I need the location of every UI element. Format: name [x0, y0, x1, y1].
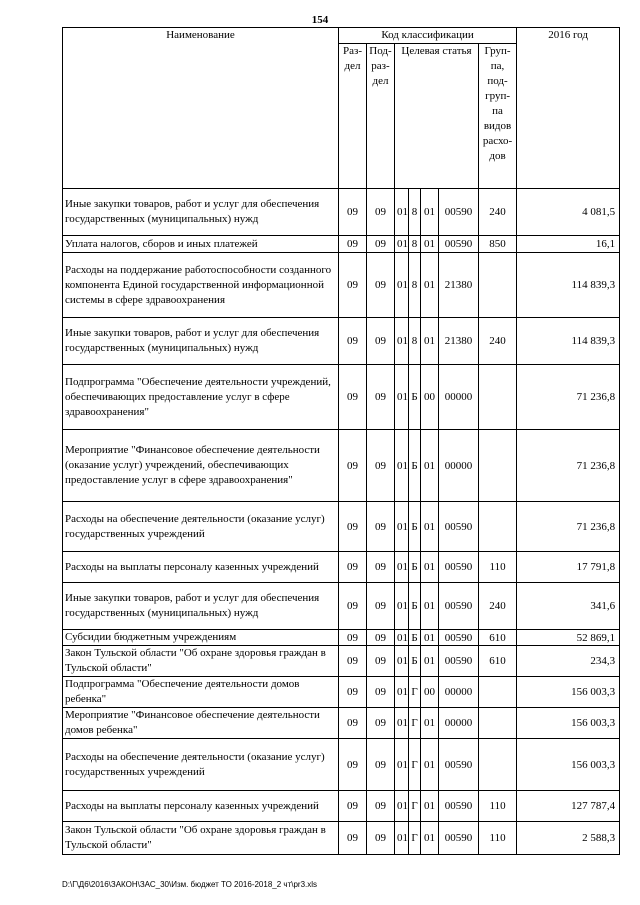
row-subsection: 09 — [367, 318, 395, 365]
row-section: 09 — [339, 552, 367, 583]
row-target-program: 01 — [395, 552, 409, 583]
row-target-direction: 00000 — [439, 430, 479, 502]
row-expense-group — [479, 677, 517, 708]
row-amount-2016: 71 236,8 — [517, 502, 620, 552]
row-expense-group: 110 — [479, 791, 517, 822]
row-target-direction: 00000 — [439, 677, 479, 708]
row-target-subprogram: Б — [409, 430, 421, 502]
row-name: Мероприятие "Финансовое обеспечение деятельности (оказание услуг) учреждений, обеспечивающих предоставление услуг в сфере здравоохранения" — [63, 430, 339, 502]
header-code-classification: Код классификации — [339, 28, 517, 44]
table-row — [63, 236, 620, 253]
row-subsection: 09 — [367, 253, 395, 318]
row-target-program: 01 — [395, 189, 409, 236]
row-section: 09 — [339, 318, 367, 365]
row-section: 09 — [339, 430, 367, 502]
row-amount-2016: 156 003,3 — [517, 739, 620, 791]
row-target-event: 01 — [421, 630, 439, 646]
row-expense-group: 240 — [479, 189, 517, 236]
row-amount-2016: 156 003,3 — [517, 677, 620, 708]
row-subsection: 09 — [367, 365, 395, 430]
budget-table — [62, 27, 620, 855]
row-name: Расходы на выплаты персоналу казенных учреждений — [63, 552, 339, 583]
table-row — [63, 791, 620, 822]
row-target-program: 01 — [395, 365, 409, 430]
header-subsection: Под- раз- дел — [367, 44, 395, 189]
row-section: 09 — [339, 189, 367, 236]
row-target-subprogram: Г — [409, 677, 421, 708]
row-subsection: 09 — [367, 583, 395, 630]
row-name: Расходы на выплаты персоналу казенных учреждений — [63, 791, 339, 822]
row-amount-2016: 341,6 — [517, 583, 620, 630]
row-section: 09 — [339, 739, 367, 791]
row-subsection: 09 — [367, 739, 395, 791]
row-target-direction: 00590 — [439, 739, 479, 791]
row-amount-2016: 2 588,3 — [517, 822, 620, 855]
row-target-subprogram: Б — [409, 552, 421, 583]
row-subsection: 09 — [367, 822, 395, 855]
table-row — [63, 822, 620, 855]
header-section: Раз- дел — [339, 44, 367, 189]
row-target-program: 01 — [395, 236, 409, 253]
row-amount-2016: 71 236,8 — [517, 365, 620, 430]
table-row — [63, 502, 620, 552]
row-expense-group: 110 — [479, 822, 517, 855]
row-target-subprogram: Б — [409, 365, 421, 430]
row-name: Иные закупки товаров, работ и услуг для обеспечения государственных (муниципальных) нужд — [63, 189, 339, 236]
row-target-program: 01 — [395, 630, 409, 646]
table-row — [63, 189, 620, 236]
row-target-subprogram: Г — [409, 739, 421, 791]
row-target-subprogram: Б — [409, 630, 421, 646]
row-expense-group: 110 — [479, 552, 517, 583]
row-name: Расходы на обеспечение деятельности (оказание услуг) государственных учреждений — [63, 739, 339, 791]
table-row — [63, 552, 620, 583]
row-expense-group — [479, 739, 517, 791]
table-row — [63, 318, 620, 365]
row-amount-2016: 52 869,1 — [517, 630, 620, 646]
row-target-direction: 00590 — [439, 236, 479, 253]
row-amount-2016: 17 791,8 — [517, 552, 620, 583]
row-target-program: 01 — [395, 646, 409, 677]
row-section: 09 — [339, 365, 367, 430]
row-target-subprogram: 8 — [409, 236, 421, 253]
row-amount-2016: 16,1 — [517, 236, 620, 253]
row-target-subprogram: Г — [409, 708, 421, 739]
row-target-event: 01 — [421, 318, 439, 365]
row-subsection: 09 — [367, 502, 395, 552]
table-row — [63, 708, 620, 739]
row-name: Уплата налогов, сборов и иных платежей — [63, 236, 339, 253]
table-row — [63, 583, 620, 630]
row-section: 09 — [339, 253, 367, 318]
table-body — [63, 189, 620, 855]
row-target-subprogram: Б — [409, 583, 421, 630]
row-section: 09 — [339, 646, 367, 677]
row-target-subprogram: 8 — [409, 318, 421, 365]
row-expense-group — [479, 253, 517, 318]
row-target-program: 01 — [395, 677, 409, 708]
row-target-direction: 00590 — [439, 791, 479, 822]
row-target-direction: 00590 — [439, 552, 479, 583]
row-subsection: 09 — [367, 430, 395, 502]
row-target-subprogram: Г — [409, 791, 421, 822]
row-section: 09 — [339, 708, 367, 739]
row-name: Иные закупки товаров, работ и услуг для обеспечения государственных (муниципальных) нужд — [63, 318, 339, 365]
row-expense-group — [479, 430, 517, 502]
row-target-subprogram: Б — [409, 646, 421, 677]
row-target-direction: 00590 — [439, 630, 479, 646]
row-target-subprogram: Б — [409, 502, 421, 552]
row-target-subprogram: 8 — [409, 253, 421, 318]
table-row — [63, 630, 620, 646]
row-target-direction: 00590 — [439, 583, 479, 630]
row-subsection: 09 — [367, 677, 395, 708]
row-target-direction: 00590 — [439, 189, 479, 236]
row-target-event: 01 — [421, 822, 439, 855]
row-target-program: 01 — [395, 739, 409, 791]
table-row — [63, 430, 620, 502]
row-target-direction: 21380 — [439, 253, 479, 318]
table-row — [63, 677, 620, 708]
table-row — [63, 365, 620, 430]
row-subsection: 09 — [367, 791, 395, 822]
row-target-event: 01 — [421, 430, 439, 502]
row-target-subprogram: 8 — [409, 189, 421, 236]
row-name: Субсидии бюджетным учреждениям — [63, 630, 339, 646]
row-target-program: 01 — [395, 708, 409, 739]
row-expense-group: 240 — [479, 583, 517, 630]
row-target-event: 00 — [421, 365, 439, 430]
row-target-event: 01 — [421, 236, 439, 253]
row-target-program: 01 — [395, 318, 409, 365]
row-target-direction: 00000 — [439, 365, 479, 430]
row-section: 09 — [339, 236, 367, 253]
row-target-direction: 00590 — [439, 646, 479, 677]
row-section: 09 — [339, 502, 367, 552]
header-name: Наименование — [63, 28, 339, 189]
row-target-event: 01 — [421, 253, 439, 318]
row-amount-2016: 127 787,4 — [517, 791, 620, 822]
page-number: 154 — [311, 14, 329, 26]
row-target-event: 01 — [421, 791, 439, 822]
row-subsection: 09 — [367, 552, 395, 583]
row-expense-group: 240 — [479, 318, 517, 365]
row-expense-group — [479, 365, 517, 430]
row-target-direction: 21380 — [439, 318, 479, 365]
table-row — [63, 646, 620, 677]
row-target-event: 01 — [421, 552, 439, 583]
row-name: Мероприятие "Финансовое обеспечение деятельности домов ребенка" — [63, 708, 339, 739]
row-target-event: 01 — [421, 739, 439, 791]
row-target-program: 01 — [395, 791, 409, 822]
row-subsection: 09 — [367, 189, 395, 236]
row-name: Закон Тульской области "Об охране здоровья граждан в Тульской области" — [63, 646, 339, 677]
row-target-event: 01 — [421, 708, 439, 739]
row-amount-2016: 71 236,8 — [517, 430, 620, 502]
row-target-event: 01 — [421, 646, 439, 677]
row-amount-2016: 4 081,5 — [517, 189, 620, 236]
row-expense-group — [479, 502, 517, 552]
row-amount-2016: 234,3 — [517, 646, 620, 677]
header-expense-group: Груп- па, под- груп- па видов расхо- дов — [479, 44, 517, 189]
row-section: 09 — [339, 630, 367, 646]
row-name: Закон Тульской области "Об охране здоровья граждан в Тульской области" — [63, 822, 339, 855]
row-expense-group: 610 — [479, 646, 517, 677]
row-target-direction: 00000 — [439, 708, 479, 739]
header-target-article: Целевая статья — [395, 44, 479, 189]
row-subsection: 09 — [367, 236, 395, 253]
row-amount-2016: 114 839,3 — [517, 318, 620, 365]
row-name: Подпрограмма "Обеспечение деятельности домов ребенка" — [63, 677, 339, 708]
row-target-program: 01 — [395, 822, 409, 855]
row-target-event: 01 — [421, 583, 439, 630]
row-name: Подпрограмма "Обеспечение деятельности учреждений, обеспечивающих предоставление услуг в сфере здравоохранения" — [63, 365, 339, 430]
row-target-direction: 00590 — [439, 502, 479, 552]
row-target-event: 00 — [421, 677, 439, 708]
row-amount-2016: 114 839,3 — [517, 253, 620, 318]
row-target-event: 01 — [421, 189, 439, 236]
row-section: 09 — [339, 677, 367, 708]
row-name: Расходы на обеспечение деятельности (оказание услуг) государственных учреждений — [63, 502, 339, 552]
row-subsection: 09 — [367, 646, 395, 677]
row-name: Расходы на поддержание работоспособности созданного компонента Единой государственной информационной системы в сфере здравоохранения — [63, 253, 339, 318]
row-subsection: 09 — [367, 708, 395, 739]
table-row — [63, 739, 620, 791]
row-target-direction: 00590 — [439, 822, 479, 855]
row-target-event: 01 — [421, 502, 439, 552]
row-expense-group — [479, 708, 517, 739]
row-subsection: 09 — [367, 630, 395, 646]
row-target-program: 01 — [395, 430, 409, 502]
row-target-subprogram: Г — [409, 822, 421, 855]
file-path-footer: D:\Г\Д6\2016\ЗАКОН\ЗАС_30\Изм. бюджет ТО 2016-2018_2 чт\pr3.xls — [62, 880, 318, 889]
header-year: 2016 год — [517, 28, 620, 189]
row-section: 09 — [339, 791, 367, 822]
table-row — [63, 253, 620, 318]
row-expense-group: 850 — [479, 236, 517, 253]
row-name: Иные закупки товаров, работ и услуг для обеспечения государственных (муниципальных) нужд — [63, 583, 339, 630]
row-target-program: 01 — [395, 583, 409, 630]
row-target-program: 01 — [395, 502, 409, 552]
row-amount-2016: 156 003,3 — [517, 708, 620, 739]
row-target-program: 01 — [395, 253, 409, 318]
row-expense-group: 610 — [479, 630, 517, 646]
row-section: 09 — [339, 822, 367, 855]
table-header — [63, 28, 620, 189]
row-section: 09 — [339, 583, 367, 630]
